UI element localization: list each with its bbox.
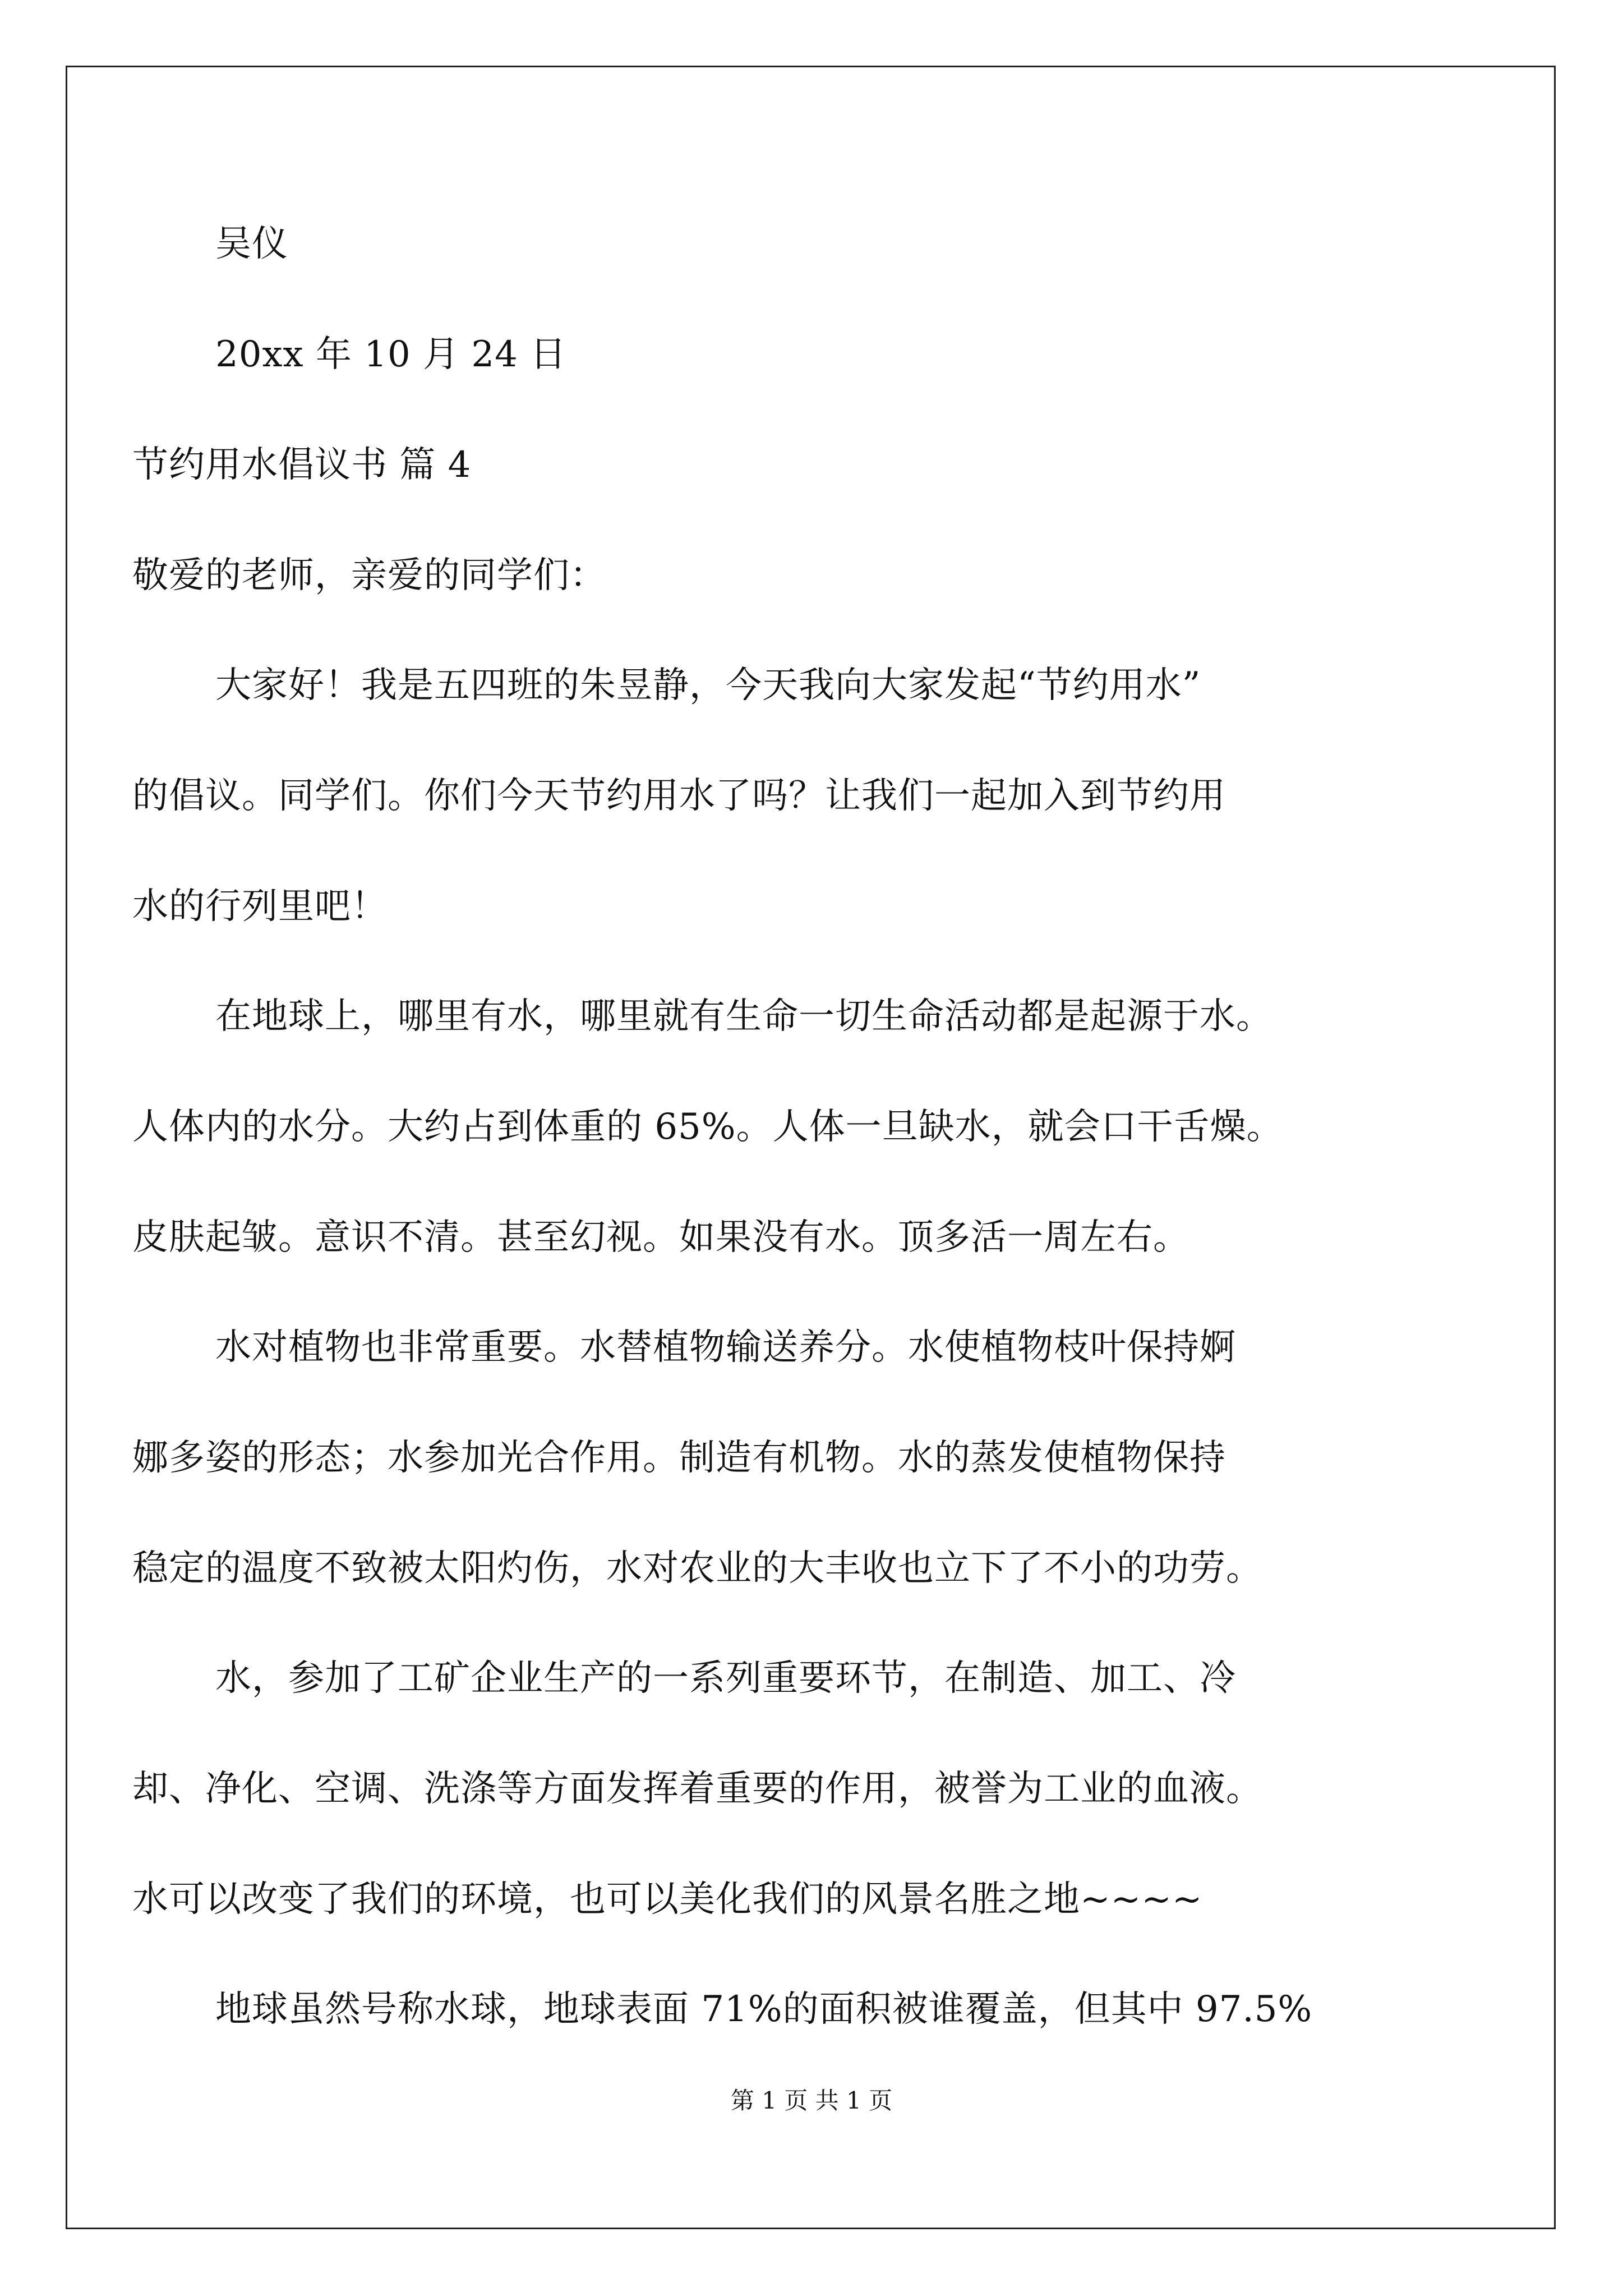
paragraph-line: 皮肤起皱。意识不清。甚至幻视。如果没有水。顶多活一周左右。 — [132, 1217, 1189, 1258]
paragraph-line: 水可以改变了我们的环境，也可以美化我们的风景名胜之地~~~~ — [132, 1879, 1203, 1920]
paragraph-line: 人体内的水分。大约占到体重的 65%。人体一旦缺水，就会口干舌燥。 — [132, 1106, 1283, 1148]
section-title: 节约用水倡议书 篇 4 — [132, 444, 472, 486]
paragraph-line: 水，参加了工矿企业生产的一系列重要环节，在制造、加工、冷 — [215, 1658, 1236, 1699]
paragraph-line: 的倡议。同学们。你们今天节约用水了吗？让我们一起加入到节约用 — [132, 775, 1226, 817]
paragraph-line: 娜多姿的形态；水参加光合作用。制造有机物。水的蒸发使植物保持 — [132, 1437, 1226, 1479]
paragraph-line: 稳定的温度不致被太阳灼伤，水对农业的大丰收也立下了不小的功劳。 — [132, 1548, 1262, 1589]
signature-name: 吴仪 — [215, 223, 288, 265]
paragraph-line: 水的行列里吧！ — [132, 886, 388, 927]
signature-date: 20xx 年 10 月 24 日 — [215, 334, 567, 375]
paragraph-line: 大家好！我是五四班的朱昱静，今天我向大家发起“节约用水” — [215, 665, 1201, 706]
salutation: 敬爱的老师，亲爱的同学们： — [132, 555, 606, 596]
paragraph-line: 水对植物也非常重要。水替植物输送养分。水使植物枝叶保持婀 — [215, 1327, 1236, 1368]
paragraph-line: 在地球上，哪里有水，哪里就有生命一切生命活动都是起源于水。 — [215, 996, 1272, 1037]
page-number-footer: 第 1 页 共 1 页 — [730, 2087, 893, 2114]
paragraph-line: 地球虽然号称水球，地球表面 71%的面积被谁覆盖，但其中 97.5% — [215, 1989, 1313, 2030]
paragraph-line: 却、净化、空调、洗涤等方面发挥着重要的作用，被誉为工业的血液。 — [132, 1768, 1262, 1810]
